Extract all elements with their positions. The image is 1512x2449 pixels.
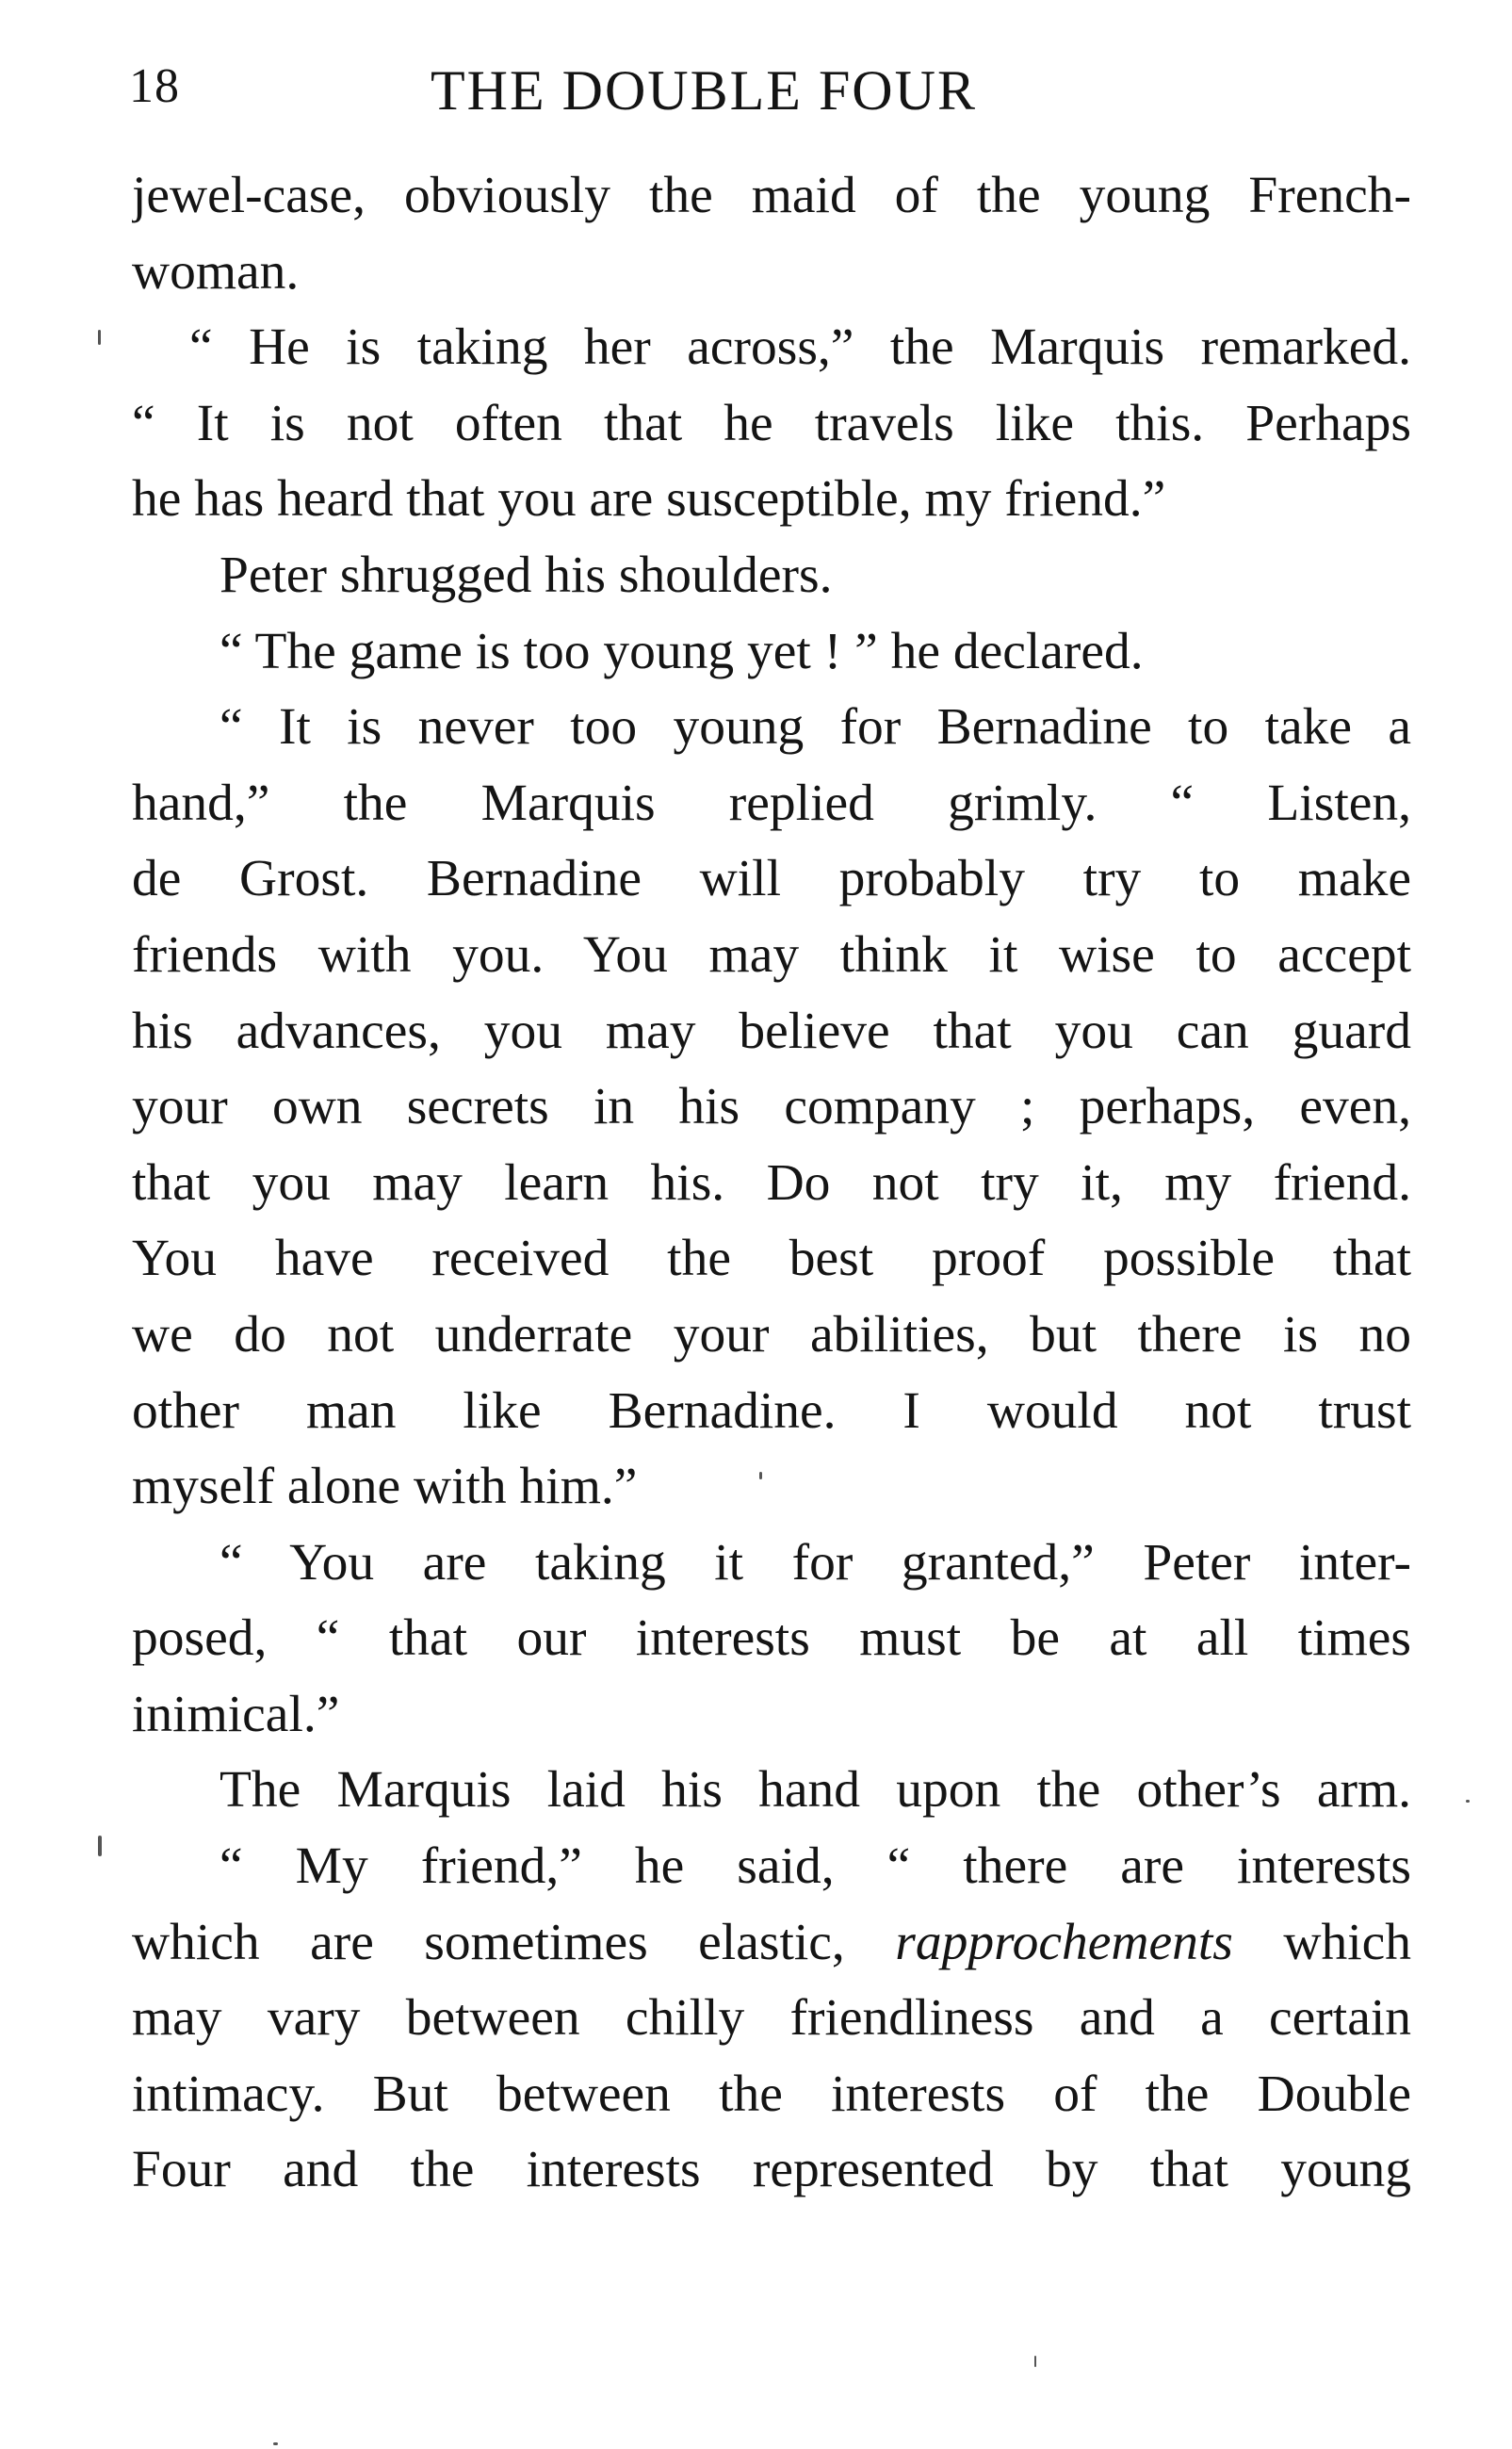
text-line: inimical.” [132,1685,340,1743]
italic-term: rapprochements [895,1913,1233,1971]
text-line: “ My friend,” he said, “ there are interests [219,1837,1411,1896]
text-line: You have received the best proof possible that [132,1230,1411,1288]
print-speck [1466,1800,1470,1803]
print-speck [98,1836,102,1856]
text-line: hand,” the Marquis replied grimly. “ Listen, [132,774,1411,832]
text-line: he has heard that you are susceptible, my friend.” [132,470,1166,529]
text-segment: which [1283,1913,1411,1971]
text-line: Peter shrugged his shoulders. [219,546,833,604]
text-line: “ It is not often that he travels like this. Perhaps [132,394,1411,452]
text-line: myself alone with him.” [132,1458,638,1516]
text-segment: which are sometimes elastic, [132,1913,845,1971]
text-line: “ It is never too young for Bernadine to take a [219,698,1411,757]
print-speck [98,330,101,345]
text-line: “ You are taking it for granted,” Peter inter- [219,1533,1411,1592]
text-line: jewel-case, obviously the maid of the young French- [132,167,1411,224]
print-speck [273,2442,278,2445]
text-line: de Grost. Bernadine will probably try to make [132,850,1411,908]
text-line: friends with you. You may think it wise to accept [132,925,1411,984]
body-text [132,158,1411,2209]
text-line: Four and the interests represented by that young [132,2141,1411,2199]
print-speck [1034,2356,1036,2367]
text-line: may vary between chilly friendliness and a certain [132,1989,1411,2048]
text-line: that you may learn his. Do not try it, my friend. [132,1153,1411,1212]
text-line: The Marquis laid his hand upon the other’s arm. [219,1761,1411,1820]
text-line: intimacy. But between the interests of the Double [132,2065,1411,2123]
text-line: posed, “ that our interests must be at all times [132,1609,1411,1668]
text-line: “ The game is too young yet ! ” he declared. [219,622,1144,680]
text-line: his advances, you may believe that you can guard [132,1002,1411,1060]
text-line [132,1905,1411,1982]
page-number: 18 [129,59,180,113]
book-title: THE DOUBLE FOUR [431,59,977,122]
text-line: other man like Bernadine. I would not trust [132,1381,1411,1440]
text-line: we do not underrate your abilities, but there is no [132,1305,1411,1363]
text-line: “ He is taking her across,” the Marquis remarked. [189,318,1411,377]
text-line: woman. [132,242,300,301]
running-head [129,58,1410,134]
text-line: your own secrets in his company ; perhaps, even, [132,1078,1411,1136]
print-speck [759,1472,762,1479]
